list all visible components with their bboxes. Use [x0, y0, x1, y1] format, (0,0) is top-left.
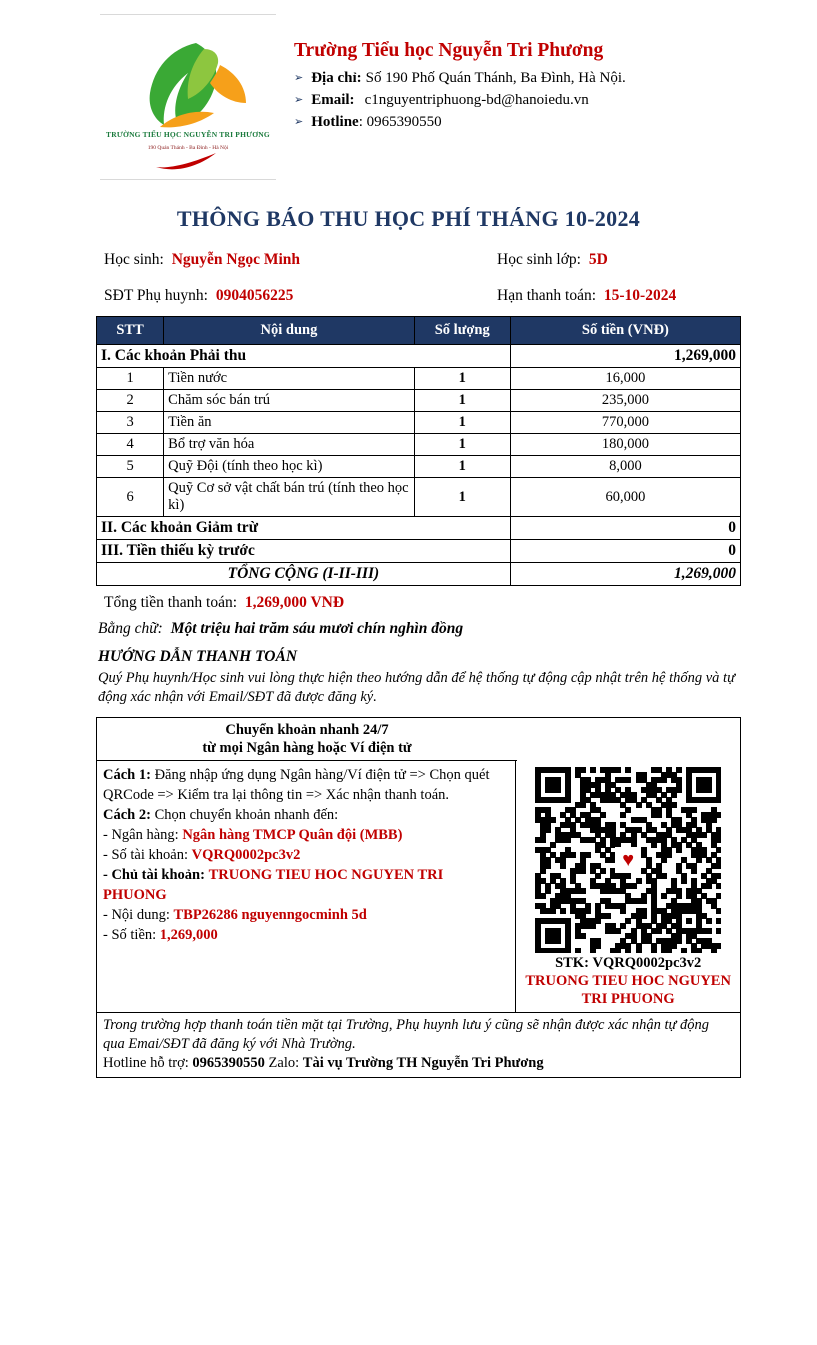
document-header — [0, 0, 817, 180]
row-stt: 6 — [97, 478, 164, 517]
class-value: 5D — [588, 251, 608, 268]
table-row — [97, 478, 741, 517]
amount-in-words-label: Bằng chữ: — [98, 620, 163, 637]
table-row — [97, 412, 741, 434]
row-amount: 770,000 — [510, 412, 740, 434]
table-section-row-1 — [97, 345, 741, 368]
hotline-support-line — [103, 1054, 734, 1073]
holder-label: - Chủ tài khoản: — [103, 867, 205, 883]
section3-amount: 0 — [510, 540, 740, 563]
due-date-row — [497, 286, 747, 306]
due-date-value: 15-10-2024 — [603, 287, 677, 304]
hotline-value: : 0965390550 — [358, 114, 442, 130]
bank-line — [103, 825, 509, 845]
amount-in-words-line — [98, 620, 817, 638]
way1-line — [103, 765, 509, 805]
bank-label: - Ngân hàng: — [103, 827, 179, 843]
fee-table — [96, 316, 741, 586]
student-meta — [0, 250, 817, 316]
logo-address: 190 Quán Thánh - Ba Đình - Hà Nội — [147, 145, 229, 151]
payment-head-line1: Chuyển khoản nhanh 24/7 — [225, 722, 389, 738]
th-quantity: Số lượng — [414, 317, 510, 345]
hotline-support-label: Hotline hỗ trợ: — [103, 1055, 189, 1071]
payment-box-header — [97, 718, 517, 761]
section2-amount: 0 — [510, 517, 740, 540]
class-row — [497, 250, 747, 270]
row-qty: 1 — [414, 368, 510, 390]
account-label: - Số tài khoản: — [103, 847, 188, 863]
logo-swoosh-icon — [154, 151, 222, 171]
heart-icon: ♥ — [615, 847, 641, 873]
row-qty: 1 — [414, 434, 510, 456]
total-payment-label: Tổng tiền thanh toán: — [104, 594, 238, 611]
row-amount: 235,000 — [510, 390, 740, 412]
total-label: TỔNG CỘNG (I-II-III) — [97, 563, 511, 586]
bank-value: Ngân hàng TMCP Quân đội (MBB) — [182, 827, 403, 843]
payment-box-main — [97, 761, 740, 1013]
email-line — [294, 90, 626, 112]
section1-amount: 1,269,000 — [510, 345, 740, 368]
qr-panel — [516, 761, 740, 1012]
zalo-value: Tài vụ Trường TH Nguyễn Tri Phương — [302, 1055, 544, 1071]
school-contact-info — [294, 14, 626, 134]
row-qty: 1 — [414, 456, 510, 478]
row-name: Tiền ăn — [164, 412, 415, 434]
row-amount: 180,000 — [510, 434, 740, 456]
holder-line — [103, 865, 509, 905]
parent-phone-value: 0904056225 — [215, 287, 294, 304]
payment-footer — [97, 1013, 740, 1077]
page-title: THÔNG BÁO THU HỌC PHÍ THÁNG 10-2024 — [176, 206, 641, 231]
payment-head-line2: từ mọi Ngân hàng hoặc Ví điện tử — [202, 740, 412, 756]
row-name: Bổ trợ văn hóa — [164, 434, 415, 456]
row-name: Quỹ Đội (tính theo học kì) — [164, 456, 415, 478]
hotline-label: Hotline — [311, 114, 359, 130]
section1-label: I. Các khoản Phải thu — [97, 345, 511, 368]
content-label: - Nội dung: — [103, 907, 170, 923]
school-name: Trường Tiểu học Nguyễn Tri Phương — [294, 40, 604, 61]
th-stt: STT — [97, 317, 164, 345]
arrow-bullet-icon: ➢ — [294, 72, 304, 84]
total-payment-line — [104, 594, 817, 612]
section2-label: II. Các khoản Giảm trừ — [97, 517, 511, 540]
email-label: Email: — [311, 92, 355, 108]
section3-label: III. Tiền thiếu kỳ trước — [97, 540, 511, 563]
table-total-row — [97, 563, 741, 586]
total-amount: 1,269,000 — [510, 563, 740, 586]
total-payment-value: 1,269,000 VNĐ — [244, 594, 345, 611]
row-qty: 1 — [414, 478, 510, 517]
table-section-row-2 — [97, 517, 741, 540]
holder-value: TRUONG TIEU HOC NGUYEN TRI PHUONG — [103, 867, 444, 903]
payment-guide-body: Quý Phụ huynh/Học sinh vui lòng thực hiện theo hướng dẫn để hệ thống tự động cập nhật trên hệ thống và tự động xác nhận với Email/SĐT đã được đăng ký. — [98, 670, 735, 705]
way1-label: Cách 1: — [103, 767, 151, 783]
row-qty: 1 — [414, 412, 510, 434]
table-row — [97, 434, 741, 456]
row-amount: 16,000 — [510, 368, 740, 390]
account-value: VQRQ0002pc3v2 — [191, 847, 301, 863]
content-value: TBP26286 nguyenngocminh 5d — [173, 907, 367, 923]
address-value: Số 190 Phố Quán Thánh, Ba Đình, Hà Nội. — [365, 70, 626, 86]
zalo-label: Zalo: — [264, 1055, 300, 1071]
payment-instructions — [97, 761, 516, 1012]
row-name: Chăm sóc bán trú — [164, 390, 415, 412]
school-logo — [100, 14, 276, 180]
qr-stk-label: STK: — [555, 955, 589, 971]
way2-label: Cách 2: — [103, 807, 151, 823]
way1-text: Đăng nhập ứng dụng Ngân hàng/Ví điện tử => Chọn quét QRCode => Kiểm tra lại thông tin => Xác nhận thanh toán. — [103, 767, 490, 803]
table-section-row-3 — [97, 540, 741, 563]
arrow-bullet-icon: ➢ — [294, 116, 304, 128]
row-qty: 1 — [414, 390, 510, 412]
amount-in-words-value: Một triệu hai trăm sáu mươi chín nghìn đồng — [170, 620, 464, 637]
arrow-bullet-icon: ➢ — [294, 94, 304, 106]
qr-stk-value: VQRQ0002pc3v2 — [592, 955, 702, 971]
content-line — [103, 905, 509, 925]
parent-phone-label: SĐT Phụ huynh: — [104, 287, 208, 304]
payment-guide-title: HƯỚNG DẪN THANH TOÁN — [98, 648, 298, 665]
row-amount: 8,000 — [510, 456, 740, 478]
amount-label: - Số tiền: — [103, 927, 157, 943]
student-label: Học sinh: — [104, 251, 164, 268]
row-stt: 2 — [97, 390, 164, 412]
row-name: Tiền nước — [164, 368, 415, 390]
address-label: Địa chỉ: — [311, 70, 362, 86]
due-date-label: Hạn thanh toán: — [497, 287, 597, 304]
th-amount: Số tiền (VNĐ) — [510, 317, 740, 345]
row-stt: 1 — [97, 368, 164, 390]
logo-school-name: TRƯỜNG TIỂU HỌC NGUYỄN TRI PHƯƠNG — [106, 130, 270, 139]
student-meta-left — [104, 250, 484, 322]
row-stt: 4 — [97, 434, 164, 456]
th-content: Nội dung — [164, 317, 415, 345]
row-amount: 60,000 — [510, 478, 740, 517]
table-row — [97, 390, 741, 412]
table-row — [97, 368, 741, 390]
student-name-row — [104, 250, 484, 270]
address-line — [294, 68, 626, 90]
amount-line — [103, 925, 509, 945]
hotline-line — [294, 112, 626, 134]
row-stt: 3 — [97, 412, 164, 434]
amount-value: 1,269,000 — [159, 927, 218, 943]
way2-line — [103, 805, 509, 825]
student-meta-right — [497, 250, 747, 322]
parent-phone-row — [104, 286, 484, 306]
qr-account-name: TRUONG TIEU HOC NGUYEN TRI PHUONG — [525, 973, 731, 1007]
row-stt: 5 — [97, 456, 164, 478]
hotline-support-value: 0965390550 — [192, 1055, 265, 1071]
class-label: Học sinh lớp: — [497, 251, 581, 268]
student-name-value: Nguyễn Ngọc Minh — [171, 251, 301, 268]
account-line — [103, 845, 509, 865]
way2-text: Chọn chuyển khoản nhanh đến: — [150, 807, 339, 823]
email-value[interactable]: c1nguyentriphuong-bd@hanoiedu.vn — [364, 92, 589, 108]
qr-account-line — [520, 955, 736, 972]
row-name: Quỹ Cơ sở vật chất bán trú (tính theo học kì) — [164, 478, 415, 517]
qr-code[interactable] — [535, 767, 721, 953]
table-row — [97, 456, 741, 478]
cash-note: Trong trường hợp thanh toán tiền mặt tại Trường, Phụ huynh lưu ý cũng sẽ nhận được xác nhận tự động qua Emai/SĐT đã đăng ký với Nhà Trường. — [103, 1017, 710, 1052]
payment-box — [96, 717, 741, 1078]
